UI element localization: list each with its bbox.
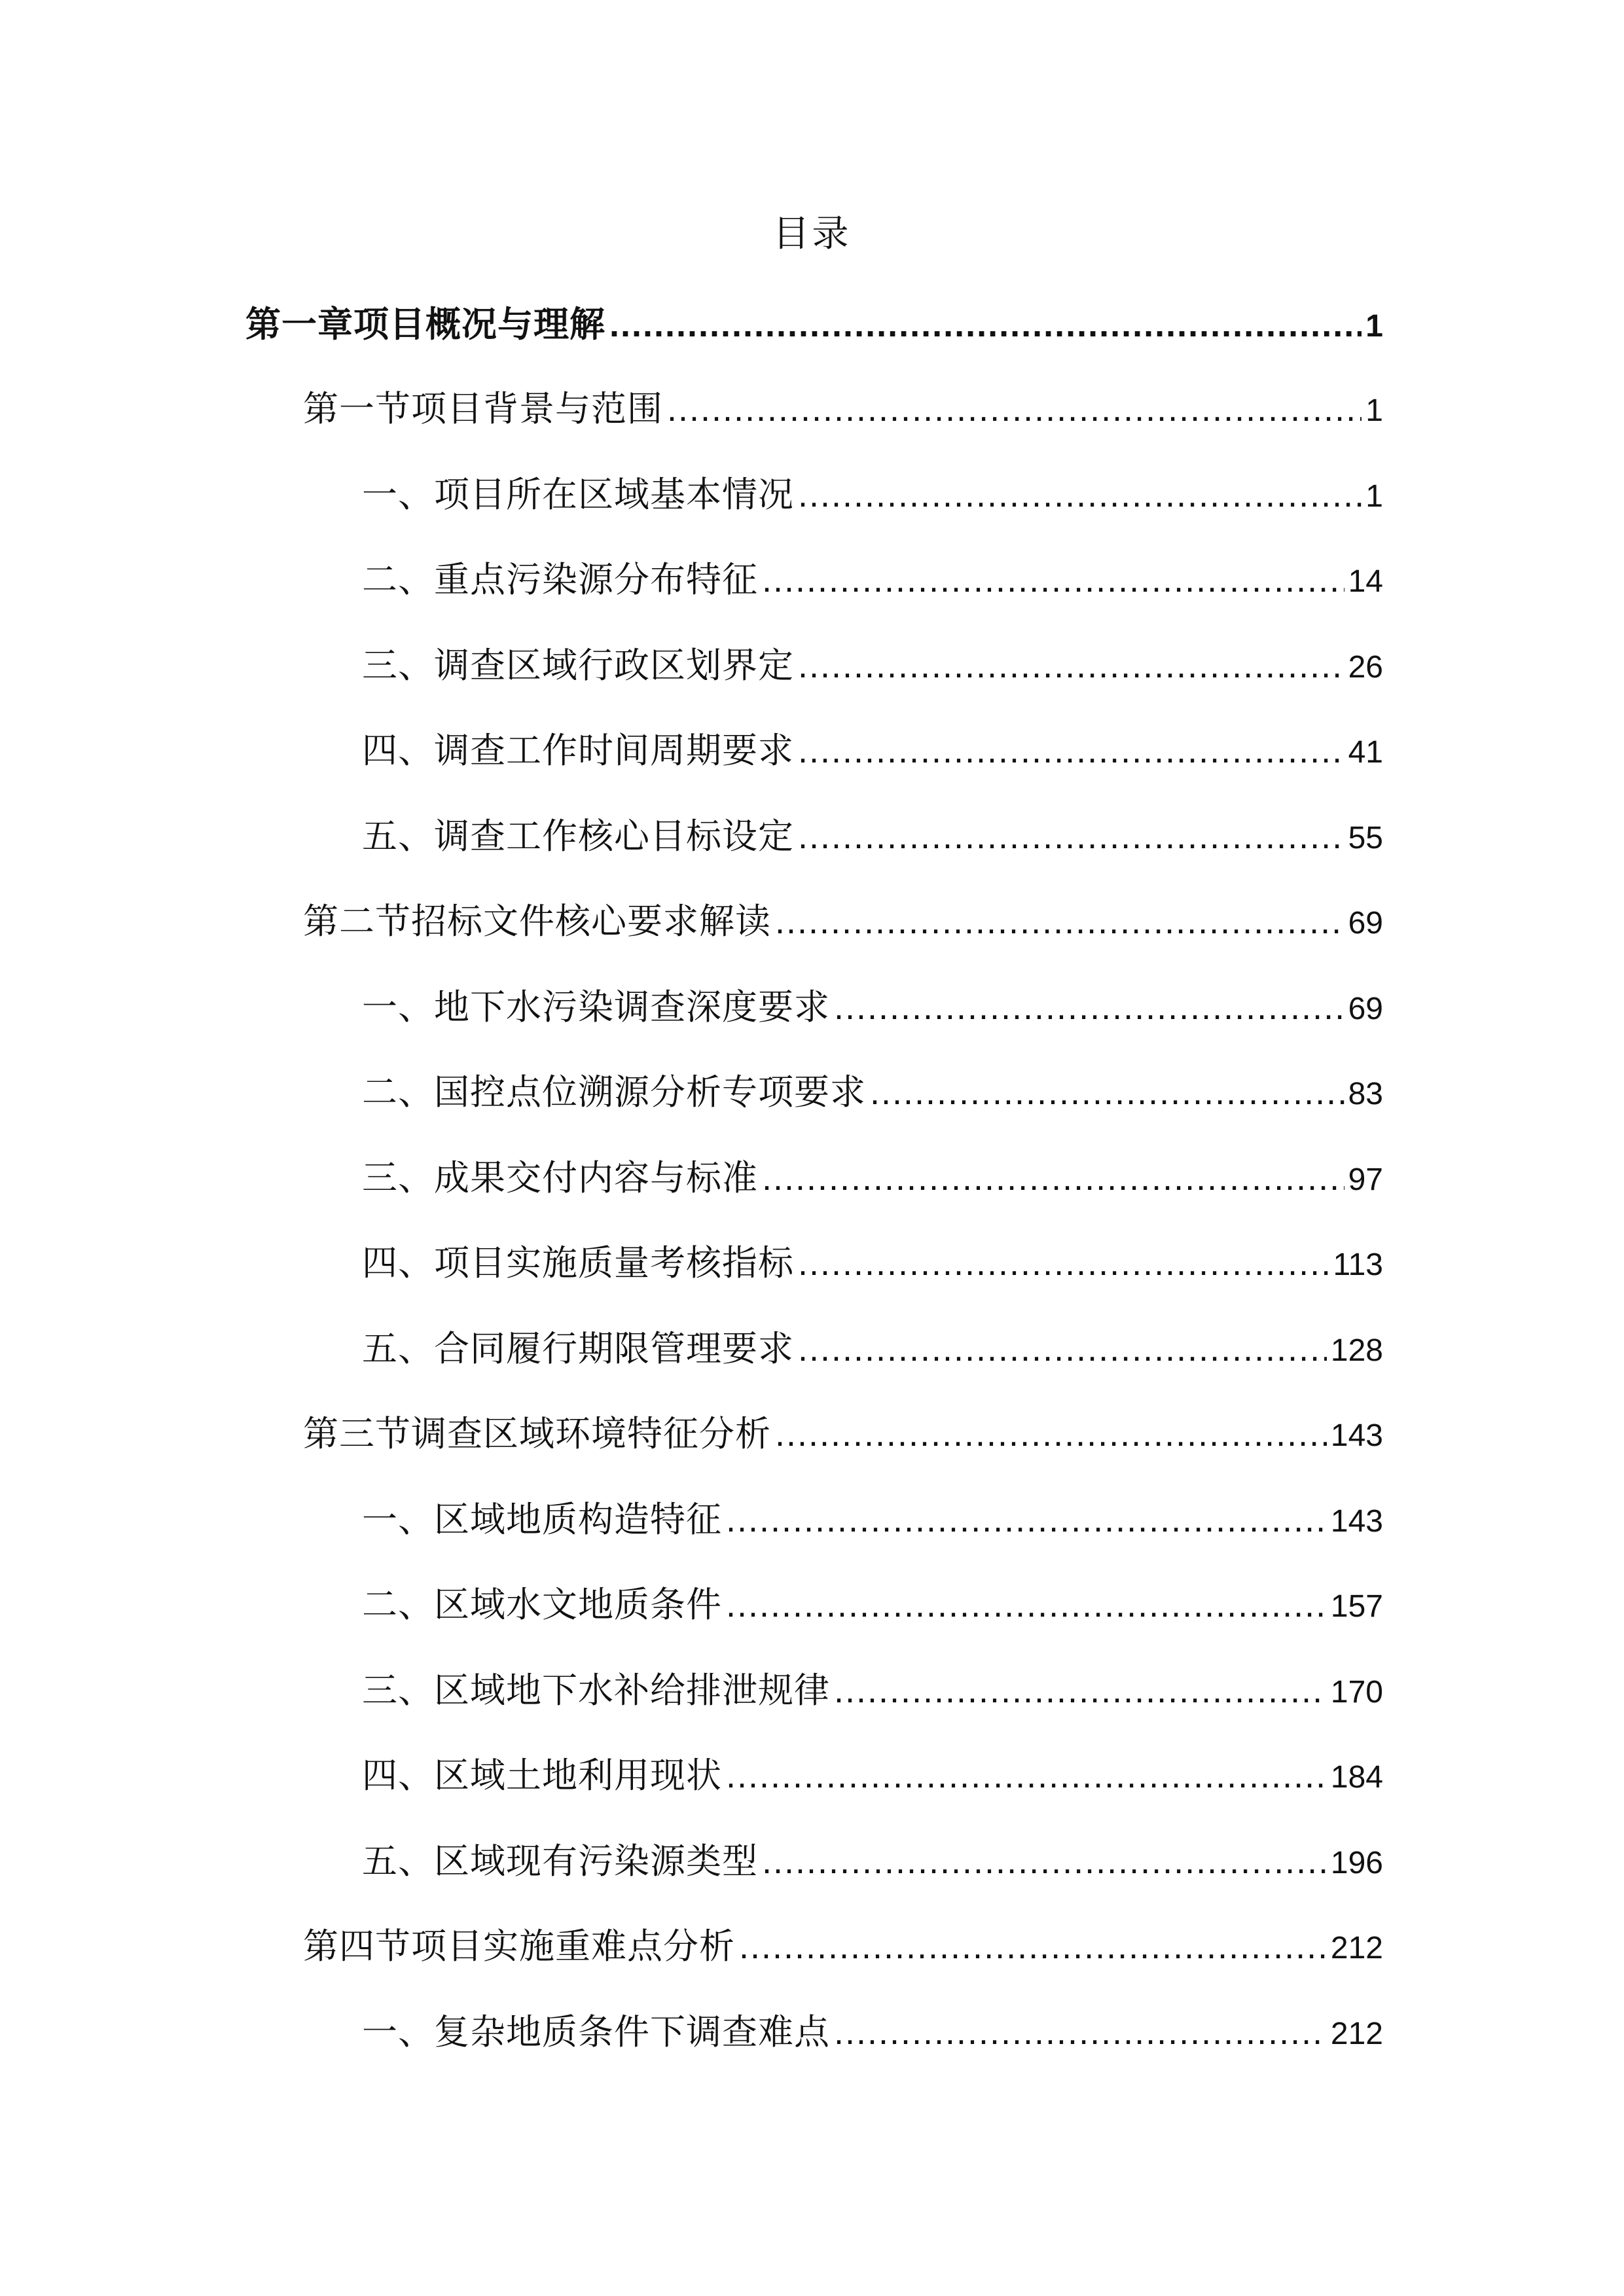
toc-leader-dots	[762, 1835, 1327, 1888]
toc-entry-section[interactable]	[303, 1408, 1383, 1460]
toc-entry-chapter[interactable]	[245, 298, 1383, 350]
toc-entry-page: 1	[1365, 479, 1383, 514]
toc-entry-page: 14	[1348, 564, 1383, 599]
toc-entry-item[interactable]	[362, 469, 1383, 521]
toc-leader-dots	[798, 1237, 1329, 1289]
toc-entry-item[interactable]	[362, 981, 1383, 1033]
toc-leader-dots	[775, 895, 1344, 948]
toc-entry-page: 128	[1330, 1333, 1383, 1368]
toc-entry-item[interactable]	[362, 639, 1383, 692]
toc-entry-text: 五、区域现有污染源类型	[362, 1840, 758, 1882]
toc-title: 目录	[772, 213, 852, 255]
toc-entry-text: 一、复杂地质条件下调查难点	[362, 2011, 830, 2053]
toc-entry-section[interactable]	[303, 1920, 1383, 1973]
toc-entry-item[interactable]	[362, 1066, 1383, 1119]
toc-entry-item[interactable]	[362, 1749, 1383, 1802]
toc-leader-dots	[798, 639, 1344, 692]
toc-entry-page: 143	[1330, 1504, 1383, 1539]
toc-leader-dots	[726, 1749, 1327, 1802]
toc-leader-dots	[609, 298, 1362, 351]
toc-entry-item[interactable]	[362, 1579, 1383, 1631]
toc-entry-text: 一、区域地质构造特征	[362, 1499, 722, 1540]
toc-leader-dots	[775, 1408, 1327, 1460]
toc-entry-text: 二、重点污染源分布特征	[362, 559, 758, 600]
toc-entry-page: 184	[1330, 1760, 1383, 1795]
toc-entry-text: 四、项目实施质量考核指标	[362, 1242, 794, 1283]
toc-leader-dots	[667, 383, 1362, 435]
toc-entry-text: 第二节招标文件核心要求解读	[303, 901, 771, 942]
toc-leader-dots	[870, 1066, 1344, 1119]
toc-entry-item[interactable]	[362, 1664, 1383, 1717]
toc-entry-section[interactable]	[303, 895, 1383, 948]
toc-entry-item[interactable]	[362, 1323, 1383, 1375]
toc-entry-page: 143	[1330, 1418, 1383, 1453]
toc-entry-text: 第三节调查区域环境特征分析	[303, 1413, 771, 1454]
toc-entry-page: 157	[1330, 1589, 1383, 1624]
toc-entry-page: 1	[1365, 393, 1383, 428]
toc-entry-item[interactable]	[362, 1494, 1383, 1546]
toc-leader-dots	[762, 554, 1344, 606]
toc-entry-item[interactable]	[362, 2006, 1383, 2058]
toc-entry-text: 一、地下水污染调查深度要求	[362, 986, 830, 1028]
toc-leader-dots	[834, 2006, 1327, 2058]
toc-entry-text: 三、调查区域行政区划界定	[362, 645, 794, 686]
toc-entry-section[interactable]	[303, 383, 1383, 435]
toc-leader-dots	[798, 810, 1344, 863]
toc-entry-page: 83	[1348, 1077, 1383, 1111]
toc-entry-text: 二、国控点位溯源分析专项要求	[362, 1071, 866, 1113]
toc-entry-item[interactable]	[362, 810, 1383, 863]
toc-entry-text: 二、区域水文地质条件	[362, 1584, 722, 1625]
toc-leader-dots	[739, 1920, 1327, 1973]
toc-entry-page: 97	[1348, 1162, 1383, 1197]
toc-entry-page: 212	[1330, 1931, 1383, 1965]
toc-leader-dots	[798, 725, 1344, 777]
toc-leader-dots	[762, 1152, 1344, 1204]
toc-entry-text: 第四节项目实施重难点分析	[303, 1926, 735, 1967]
toc-leader-dots	[834, 981, 1344, 1033]
toc-leader-dots	[798, 1323, 1327, 1375]
toc-entry-text: 第一节项目背景与范围	[303, 388, 663, 429]
toc-entry-page: 55	[1348, 821, 1383, 855]
toc-entry-item[interactable]	[362, 1237, 1383, 1289]
toc-entry-text: 四、区域土地利用现状	[362, 1755, 722, 1796]
toc-entry-text: 五、合同履行期限管理要求	[362, 1328, 794, 1369]
toc-entry-page: 113	[1333, 1247, 1383, 1282]
toc-entry-item[interactable]	[362, 554, 1383, 606]
toc-entry-item[interactable]	[362, 725, 1383, 777]
toc-entry-item[interactable]	[362, 1152, 1383, 1204]
toc-leader-dots	[726, 1494, 1327, 1546]
toc-entry-page: 212	[1330, 2017, 1383, 2051]
toc-entry-text: 三、成果交付内容与标准	[362, 1157, 758, 1198]
toc-entry-text: 四、调查工作时间周期要求	[362, 730, 794, 771]
toc-entry-page: 69	[1348, 992, 1383, 1026]
toc-entry-page: 69	[1348, 906, 1383, 941]
toc-entry-page: 196	[1330, 1846, 1383, 1880]
toc-leader-dots	[798, 469, 1362, 521]
toc-entry-text: 三、区域地下水补给排泄规律	[362, 1670, 830, 1711]
toc-entry-text: 五、调查工作核心目标设定	[362, 816, 794, 857]
toc-entry-page: 41	[1348, 735, 1383, 770]
toc-leader-dots	[834, 1664, 1327, 1717]
toc-leader-dots	[726, 1579, 1327, 1631]
toc-entry-page: 26	[1348, 650, 1383, 685]
toc-entry-item[interactable]	[362, 1835, 1383, 1888]
toc-entry-page: 170	[1330, 1675, 1383, 1710]
toc-entry-text: 第一章项目概况与理解	[245, 303, 605, 345]
toc-entry-text: 一、项目所在区域基本情况	[362, 474, 794, 515]
toc-entry-page: 1	[1365, 309, 1383, 344]
